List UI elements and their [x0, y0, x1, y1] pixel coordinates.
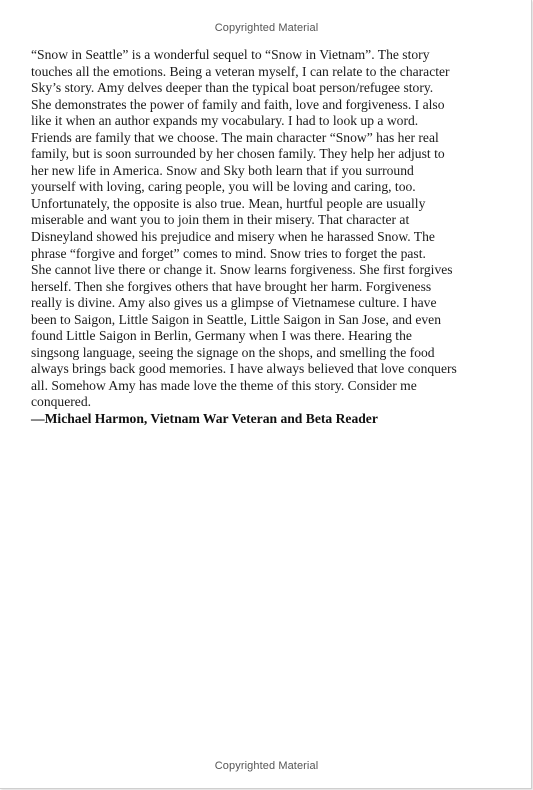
review-line: been to Saigon, Little Saigon in Seattle, Little Saigon in San Jose, and even [31, 311, 442, 327]
review-line: Unfortunately, the opposite is also true. Mean, hurtful people are usually [31, 195, 426, 211]
review-line: yourself with loving, caring people, you will be loving and caring, too. [31, 179, 416, 195]
review-line: like it when an author expands my vocabulary. I had to look up a word. [31, 113, 419, 129]
review-line: touches all the emotions. Being a veteran myself, I can relate to the character [31, 63, 450, 79]
review-line: family, but is soon surrounded by her chosen family. They help her adjust to [31, 146, 445, 162]
review-line: really is divine. Amy also gives us a glimpse of Vietnamese culture. I have [31, 295, 437, 311]
review-paragraph [31, 47, 509, 411]
review-line: Friends are family that we choose. The main character “Snow” has her real [31, 129, 439, 145]
review-line: She demonstrates the power of family and faith, love and forgiveness. I also [31, 96, 445, 112]
copyright-watermark-top: Copyrighted Material [214, 22, 319, 34]
review-line: “Snow in Seattle” is a wonderful sequel to “Snow in Vietnam”. The story [31, 47, 430, 62]
review-line: She cannot live there or change it. Snow learns forgiveness. She first forgives [31, 262, 453, 278]
review-line: herself. Then she forgives others that have brought her harm. Forgiveness [31, 278, 432, 294]
review-line: singsong language, seeing the signage on the shops, and smelling the food [31, 344, 435, 360]
review-line: conquered. [31, 394, 92, 410]
review-line: all. Somehow Amy has made love the theme of this story. Consider me [31, 377, 417, 393]
review-line: her new life in America. Snow and Sky both learn that if you surround [31, 162, 414, 178]
review-attribution: —Michael Harmon, Vietnam War Veteran and Beta Reader [31, 411, 378, 426]
copyright-watermark-bottom: Copyrighted Material [214, 760, 319, 772]
review-line: Disneyland showed his prejudice and misery when he harassed Snow. The [31, 229, 435, 245]
review-line: always brings back good memories. I have always believed that love conquers [31, 361, 457, 377]
review-line: Sky’s story. Amy delves deeper than the typical boat person/refugee story. [31, 80, 434, 96]
review-line: miserable and want you to join them in their misery. That character at [31, 212, 410, 228]
review-line: phrase “forgive and forget” comes to mind. Snow tries to forget the past. [31, 245, 426, 261]
review-line: found Little Saigon in Berlin, Germany when I was there. Hearing the [31, 328, 412, 344]
